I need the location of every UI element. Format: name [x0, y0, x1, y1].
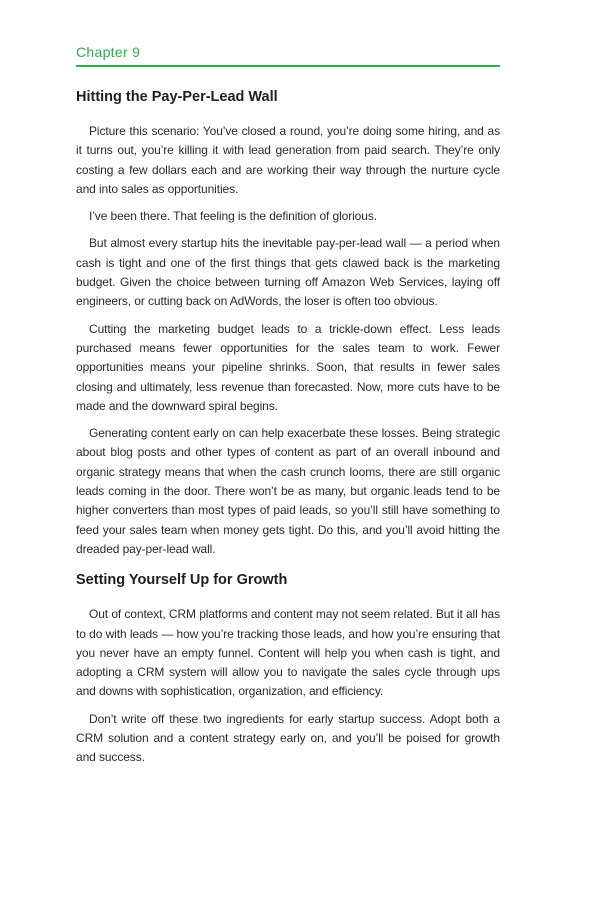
paragraph: Generating content early on can help exacerbate these losses. Being strategic about blog posts and other types of content as part of an overall inbound and organic strategy means that when the cash crunch looms, there are still organic leads coming in the door. There won’t be as many, but organic leads tend to be higher converters than most types of paid leads, so you’ll still have something to feed your sales team when money gets tight. Do this, and you’ll avoid hitting the dreaded pay-per-lead wall.	[76, 426, 500, 556]
paragraph: But almost every startup hits the inevitable pay-per-lead wall — a period when cash is tight and one of the first things that gets clawed back is the marketing budget. Given the choice between turning off Amazon Web Services, laying off engineers, or cutting back on AdWords, the loser is often too obvious.	[76, 236, 500, 309]
section-heading: Setting Yourself Up for Growth	[76, 572, 288, 589]
paragraph: Out of context, CRM platforms and content may not seem related. But it all has to do with leads — how you’re tracking those leads, and how you’re ensuring that you never have an empty funnel. Content will help you when cash is tight, and adopting a CRM system will allow you to navigate the sales cycle through ups and downs with sophistication, organization, and efficiency.	[76, 607, 500, 699]
paragraph: Don’t write off these two ingredients for early startup success. Adopt both a CRM solution and a content strategy early on, and you’ll be poised for growth and success.	[76, 711, 500, 765]
header-divider	[76, 65, 500, 67]
paragraph: Cutting the marketing budget leads to a trickle-down effect. Less leads purchased means fewer opportunities for the sales team to work. Fewer opportunities means your pipeline shrinks. Soon, that results in fewer sales closing and ultimately, less revenue than forecasted. Now, more cuts have to be made and the downward spiral begins.	[76, 321, 500, 413]
section-growth	[76, 569, 500, 767]
section-pay-per-lead-wall	[76, 86, 500, 559]
paragraph: I’ve been there. That feeling is the definition of glorious.	[89, 209, 377, 224]
chapter-label: Chapter 9	[76, 44, 141, 60]
paragraph: Picture this scenario: You’ve closed a round, you’re doing some hiring, and as it turns out, you’re killing it with lead generation from paid search. They’re only costing a few dollars each and are working their way through the nurture cycle and into sales as opportunities.	[76, 124, 500, 196]
section-heading: Hitting the Pay-Per-Lead Wall	[76, 89, 278, 105]
page-body	[76, 86, 500, 776]
